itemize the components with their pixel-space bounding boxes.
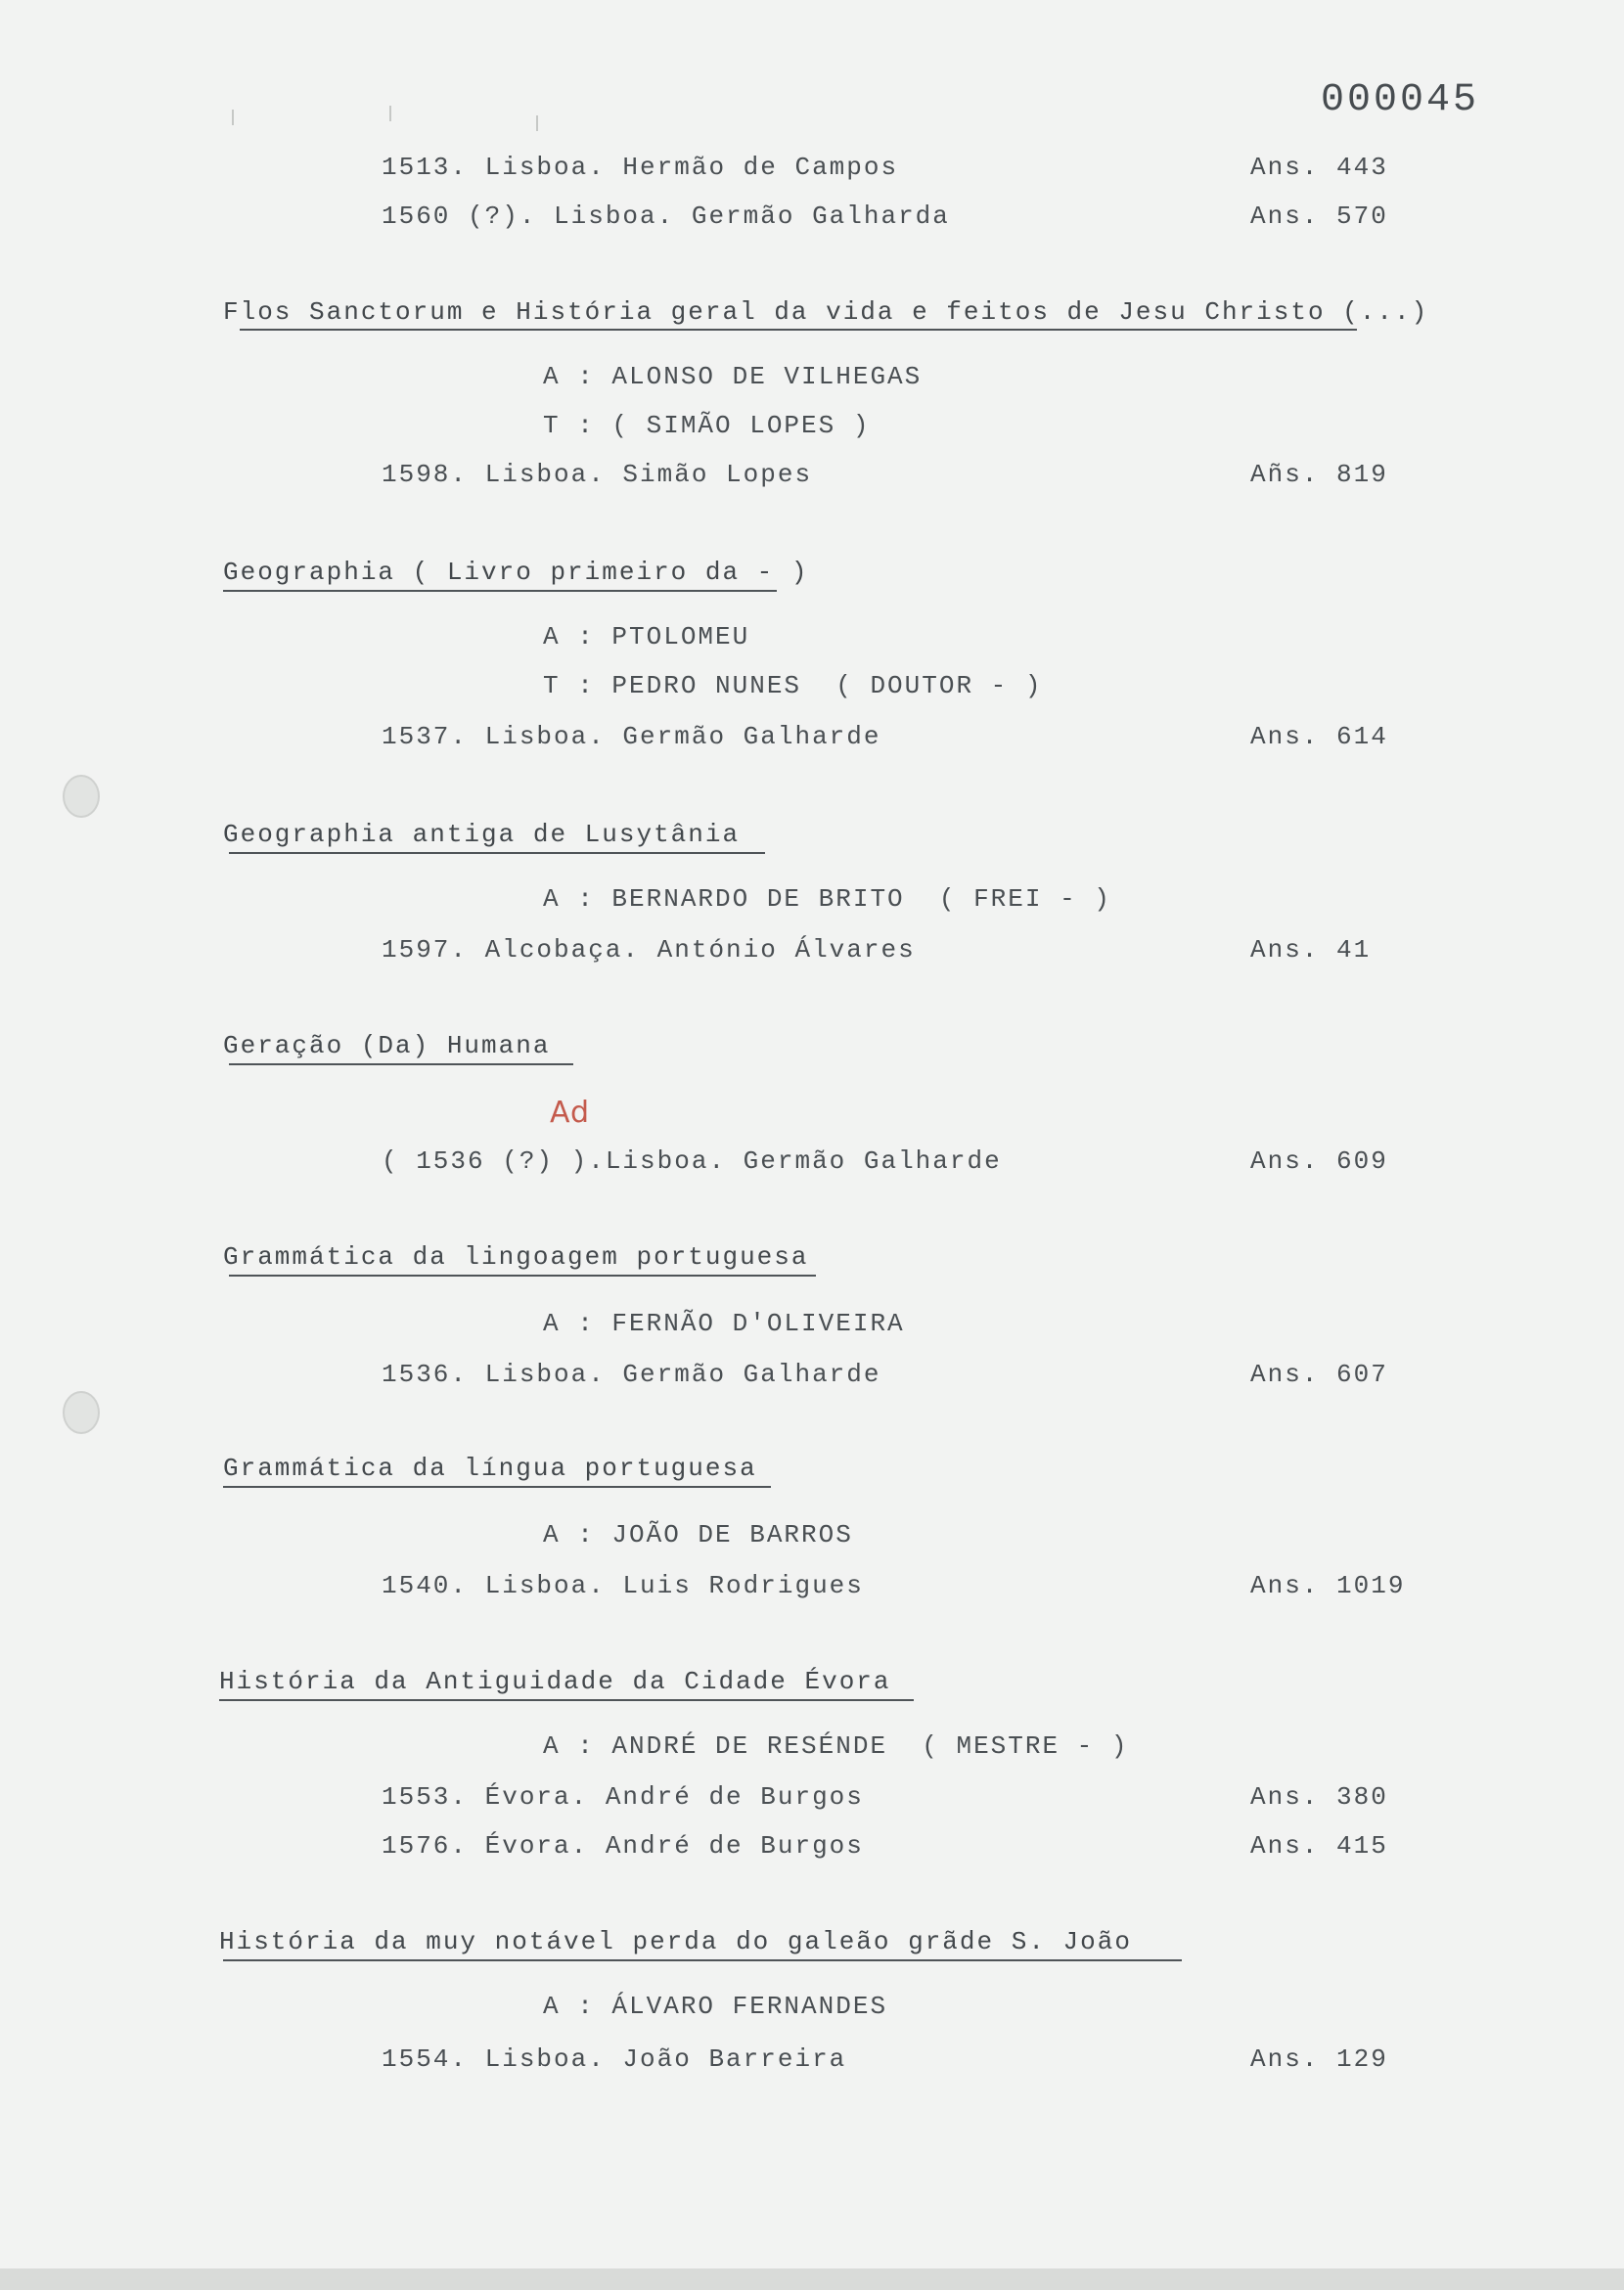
section-5-entry-1-text: 1536. Lisboa. Germão Galharde xyxy=(382,1360,881,1389)
section-8-author-1: A : ÁLVARO FERNANDES xyxy=(543,1992,888,2021)
section-8-entry-1-ref: Ans. 129 xyxy=(1250,2044,1388,2074)
section-title-underline-6 xyxy=(223,1486,771,1488)
section-4-entry-1-ref: Ans. 609 xyxy=(1250,1146,1388,1176)
section-title-4: Geração (Da) Humana xyxy=(223,1031,551,1060)
section-2-author-1: A : PTOLOMEU xyxy=(543,622,750,651)
section-6-entry-1-text: 1540. Lisboa. Luis Rodrigues xyxy=(382,1571,864,1600)
section-1-entry-1-text: 1598. Lisboa. Simão Lopes xyxy=(382,460,813,489)
section-7-author-1: A : ANDRÉ DE RESÉNDE ( MESTRE - ) xyxy=(543,1731,1129,1761)
section-7-entry-2-text: 1576. Évora. André de Burgos xyxy=(382,1831,864,1861)
punch-hole-bottom xyxy=(63,1391,100,1434)
section-title-underline-2 xyxy=(223,590,777,592)
section-7-entry-1-text: 1553. Évora. André de Burgos xyxy=(382,1782,864,1812)
section-title-5: Grammática da lingoagem portuguesa xyxy=(223,1242,809,1272)
section-3-author-1: A : BERNARDO DE BRITO ( FREI - ) xyxy=(543,884,1111,914)
section-title-1: Flos Sanctorum e História geral da vida e feitos de Jesu Christo (...) xyxy=(223,297,1429,327)
section-2-entry-1-text: 1537. Lisboa. Germão Galharde xyxy=(382,722,881,751)
scan-mark-3 xyxy=(536,115,538,131)
section-5-author-1: A : FERNÃO D'OLIVEIRA xyxy=(543,1309,905,1338)
section-7-entry-2-ref: Ans. 415 xyxy=(1250,1831,1388,1861)
section-4-entry-1-text: ( 1536 (?) ).Lisboa. Germão Galharde xyxy=(382,1146,1002,1176)
page-number: 000045 xyxy=(1321,78,1480,122)
section-title-underline-7 xyxy=(219,1699,914,1701)
section-1-author-1: A : ALONSO DE VILHEGAS xyxy=(543,362,923,391)
scan-mark-1 xyxy=(232,110,234,125)
handwritten-annotation: Ad xyxy=(550,1096,591,1130)
section-title-underline-1 xyxy=(240,329,1357,331)
section-title-underline-5 xyxy=(229,1275,816,1277)
section-3-entry-1-text: 1597. Alcobaça. António Álvares xyxy=(382,935,916,965)
section-1-entry-1-ref: Añs. 819 xyxy=(1250,460,1388,489)
section-7-entry-1-ref: Ans. 380 xyxy=(1250,1782,1388,1812)
section-5-entry-1-ref: Ans. 607 xyxy=(1250,1360,1388,1389)
section-2-entry-1-ref: Ans. 614 xyxy=(1250,722,1388,751)
scan-mark-2 xyxy=(389,106,391,121)
section-3-entry-1-ref: Ans. 41 xyxy=(1250,935,1372,965)
section-title-2: Geographia ( Livro primeiro da - ) xyxy=(223,558,809,587)
section-title-6: Grammática da língua portuguesa xyxy=(223,1454,757,1483)
top-entry-1-ref: Ans. 443 xyxy=(1250,153,1388,182)
section-6-author-1: A : JOÃO DE BARROS xyxy=(543,1520,853,1549)
section-8-entry-1-text: 1554. Lisboa. João Barreira xyxy=(382,2044,847,2074)
section-title-underline-3 xyxy=(229,852,765,854)
section-title-3: Geographia antiga de Lusytânia xyxy=(223,820,741,849)
section-title-underline-4 xyxy=(229,1063,573,1065)
section-title-underline-8 xyxy=(223,1959,1182,1961)
top-entry-1-text: 1513. Lisboa. Hermão de Campos xyxy=(382,153,899,182)
section-2-author-2: T : PEDRO NUNES ( DOUTOR - ) xyxy=(543,671,1043,700)
punch-hole-top xyxy=(63,775,100,818)
top-entry-2-ref: Ans. 570 xyxy=(1250,202,1388,231)
section-6-entry-1-ref: Ans. 1019 xyxy=(1250,1571,1406,1600)
section-1-author-2: T : ( SIMÃO LOPES ) xyxy=(543,411,871,440)
top-entry-2-text: 1560 (?). Lisboa. Germão Galharda xyxy=(382,202,950,231)
section-title-8: História da muy notável perda do galeão grãde S. João xyxy=(219,1927,1132,1956)
section-title-7: História da Antiguidade da Cidade Évora xyxy=(219,1667,891,1696)
